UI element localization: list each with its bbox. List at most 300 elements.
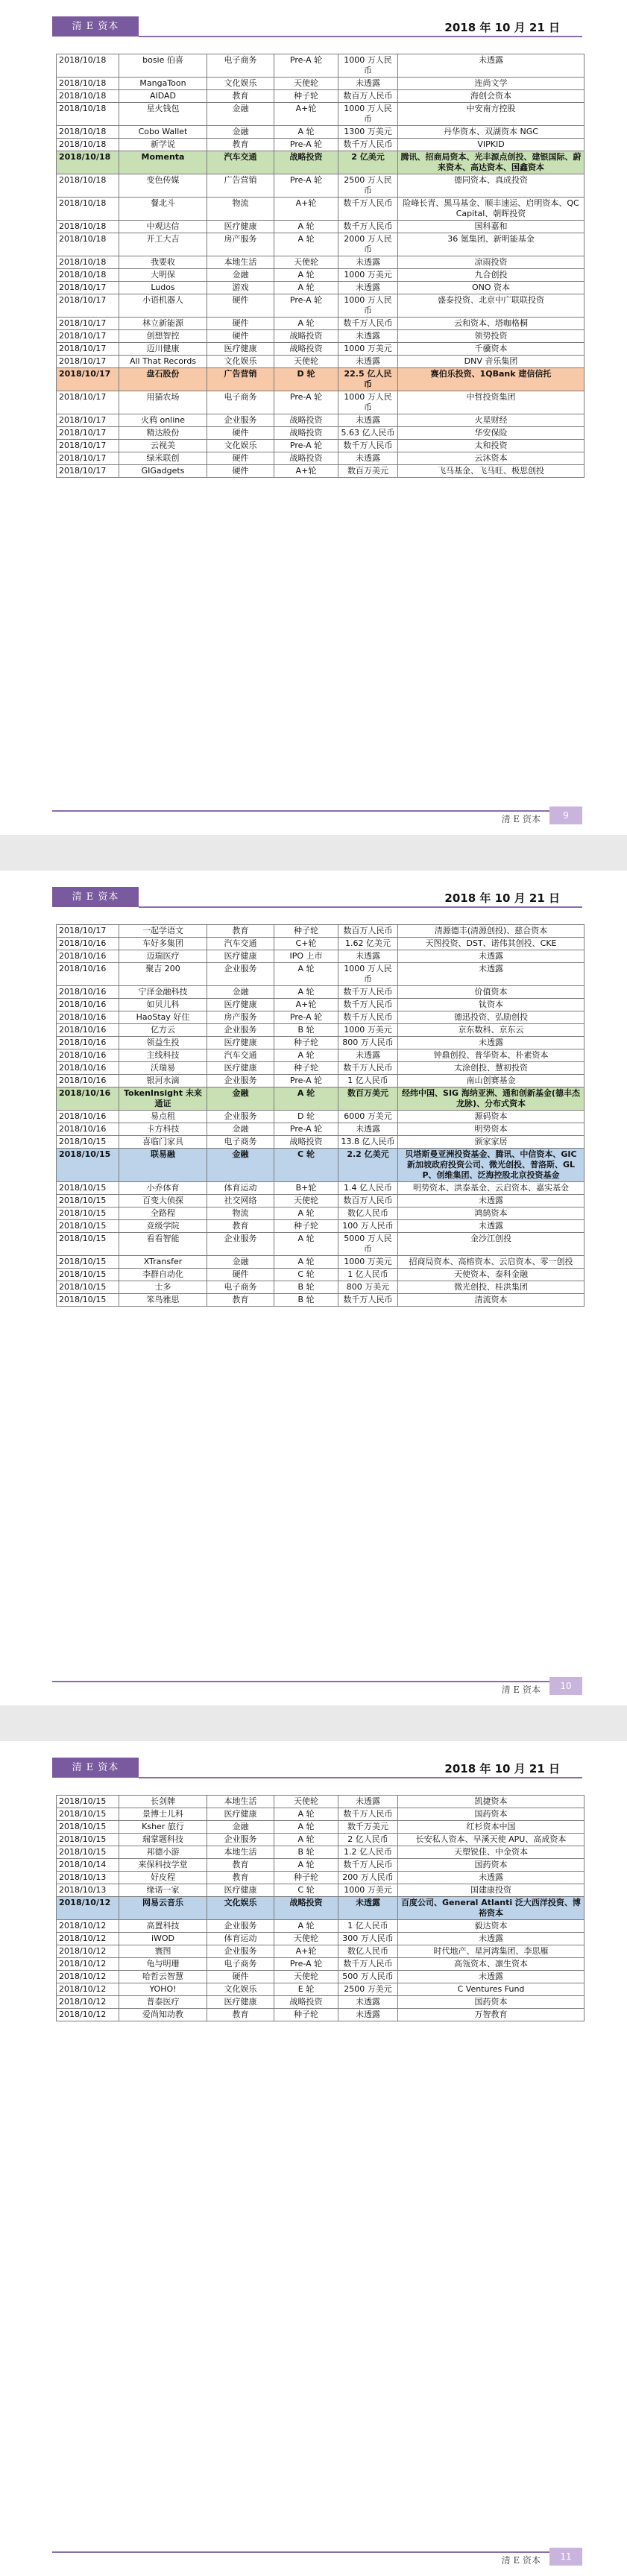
- company-cell: 高置科技: [119, 1920, 207, 1933]
- table-row: [57, 1087, 585, 1111]
- investors-cell: 钛资本: [398, 999, 585, 1011]
- amount-cell: 未透露: [338, 414, 398, 427]
- investors-cell: 36 氪集团、新明能基金: [398, 233, 585, 256]
- round-cell: Pre-A 轮: [274, 1011, 338, 1024]
- investors-cell: 海创会资本: [398, 90, 585, 103]
- round-cell: A+轮: [274, 465, 338, 478]
- investors-cell: 千骥资本: [398, 343, 585, 356]
- date-cell: 2018/10/15: [57, 1208, 119, 1220]
- date-cell: 2018/10/16: [57, 1037, 119, 1049]
- round-cell: 种子轮: [274, 1872, 338, 1884]
- table-row: [57, 1269, 585, 1281]
- table-row: [57, 1220, 585, 1233]
- sector-cell: 教育: [207, 1220, 274, 1233]
- date-cell: 2018/10/17: [57, 440, 119, 452]
- round-cell: 天使轮: [274, 1971, 338, 1983]
- table-row: [57, 233, 585, 256]
- round-cell: A 轮: [274, 269, 338, 282]
- date-cell: 2018/10/15: [57, 1808, 119, 1821]
- investors-cell: 赛伯乐投资、1QBank 建信信托: [398, 368, 585, 391]
- investors-cell: 未透露: [398, 1872, 585, 1884]
- company-cell: 邦德小游: [119, 1846, 207, 1859]
- investors-cell: 国药资本: [398, 1859, 585, 1872]
- amount-cell: 数千万人民币: [338, 1859, 398, 1872]
- round-cell: Pre-A 轮: [274, 1958, 338, 1971]
- investors-cell: 未透露: [398, 1195, 585, 1208]
- company-cell: 易点租: [119, 1111, 207, 1123]
- company-cell: iWOD: [119, 1933, 207, 1945]
- amount-cell: 1 亿人民币: [338, 1269, 398, 1281]
- sector-cell: 硬件: [207, 427, 274, 440]
- date-cell: 2018/10/18: [57, 174, 119, 198]
- round-cell: Pre-A 轮: [274, 139, 338, 151]
- table-row: [57, 1884, 585, 1897]
- sector-cell: 金融: [207, 269, 274, 282]
- table-row: [57, 1821, 585, 1834]
- amount-cell: 1000 万美元: [338, 1884, 398, 1897]
- date-cell: 2018/10/15: [57, 1269, 119, 1281]
- page-number: 10: [549, 1677, 582, 1695]
- amount-cell: 数亿人民币: [338, 1945, 398, 1958]
- table-row: [57, 1049, 585, 1062]
- investors-cell: 德迅投资、弘励创投: [398, 1011, 585, 1024]
- date-cell: 2018/10/18: [57, 139, 119, 151]
- company-cell: 卡方科技: [119, 1123, 207, 1136]
- date-cell: 2018/10/15: [57, 1195, 119, 1208]
- sector-cell: 教育: [207, 925, 274, 938]
- investors-cell: 云和资本、塔咖格桐: [398, 318, 585, 330]
- financing-table: [56, 924, 585, 1307]
- report-page: [0, 0, 627, 835]
- date-cell: 2018/10/17: [57, 414, 119, 427]
- table-row: [57, 198, 585, 221]
- table-row: [57, 269, 585, 282]
- table-row: [57, 963, 585, 986]
- amount-cell: 数千万美元: [338, 1821, 398, 1834]
- table-row: [57, 54, 585, 78]
- round-cell: A 轮: [274, 963, 338, 986]
- sector-cell: 房产服务: [207, 233, 274, 256]
- round-cell: B 轮: [274, 1024, 338, 1037]
- company-cell: 普泰医疗: [119, 1996, 207, 2009]
- table-row: [57, 2009, 585, 2021]
- table-row: [57, 1024, 585, 1037]
- round-cell: A 轮: [274, 1049, 338, 1062]
- round-cell: C 轮: [274, 1269, 338, 1281]
- investors-cell: 南山创赛基金: [398, 1075, 585, 1087]
- investors-cell: 颁家家居: [398, 1136, 585, 1149]
- amount-cell: 22.5 亿人民币: [338, 368, 398, 391]
- company-cell: 餐北斗: [119, 198, 207, 221]
- date-cell: 2018/10/18: [57, 54, 119, 78]
- round-cell: A 轮: [274, 221, 338, 233]
- table-row: [57, 1075, 585, 1087]
- investors-cell: 中安南方控股: [398, 103, 585, 126]
- date-cell: 2018/10/16: [57, 1111, 119, 1123]
- investors-cell: 太和投资: [398, 440, 585, 452]
- sector-cell: 教育: [207, 1294, 274, 1307]
- table-row: [57, 330, 585, 343]
- round-cell: 战略投资: [274, 343, 338, 356]
- company-cell: 哈哲云智慧: [119, 1971, 207, 1983]
- sector-cell: 文化娱乐: [207, 1897, 274, 1920]
- investors-cell: 天塑锐佳、中金资本: [398, 1846, 585, 1859]
- page-footer: [52, 2548, 582, 2569]
- company-cell: All That Records: [119, 356, 207, 368]
- sector-cell: 企业服务: [207, 1233, 274, 1256]
- company-cell: MangaToon: [119, 78, 207, 90]
- amount-cell: 1300 万美元: [338, 126, 398, 139]
- date-cell: 2018/10/17: [57, 356, 119, 368]
- company-cell: 全路程: [119, 1208, 207, 1220]
- amount-cell: 1000 万人民币: [338, 103, 398, 126]
- amount-cell: 未透露: [338, 282, 398, 294]
- date-cell: 2018/10/16: [57, 938, 119, 950]
- table-row: [57, 1834, 585, 1846]
- report-page: [0, 871, 627, 1705]
- company-cell: bosie 伯喜: [119, 54, 207, 78]
- sector-cell: 企业服务: [207, 963, 274, 986]
- date-cell: 2018/10/18: [57, 256, 119, 269]
- company-cell: 宁泽金融科技: [119, 986, 207, 999]
- sector-cell: 广告营销: [207, 368, 274, 391]
- round-cell: D 轮: [274, 1111, 338, 1123]
- amount-cell: 100 万人民币: [338, 1220, 398, 1233]
- date-cell: 2018/10/12: [57, 1996, 119, 2009]
- footer-brand: 清 E 资本: [501, 2555, 541, 2566]
- company-cell: YOHO!: [119, 1983, 207, 1996]
- round-cell: A 轮: [274, 1808, 338, 1821]
- investors-cell: 价值资本: [398, 986, 585, 999]
- sector-cell: 金融: [207, 126, 274, 139]
- table-row: [57, 1149, 585, 1182]
- investors-cell: 清流资本: [398, 1294, 585, 1307]
- date-cell: 2018/10/16: [57, 1062, 119, 1075]
- investors-cell: 金沙江创投: [398, 1233, 585, 1256]
- sector-cell: 教育: [207, 1859, 274, 1872]
- round-cell: 战略投资: [274, 452, 338, 465]
- investors-cell: 九合创投: [398, 269, 585, 282]
- amount-cell: 800 万美元: [338, 1281, 398, 1294]
- company-cell: 盘石股份: [119, 368, 207, 391]
- investors-cell: 百度公司、General Atlanti 泛大西洋投资、博裕资本: [398, 1897, 585, 1920]
- date-cell: 2018/10/17: [57, 452, 119, 465]
- company-cell: TokenInsight 未来通证: [119, 1087, 207, 1111]
- company-cell: 如贝儿科: [119, 999, 207, 1011]
- investors-cell: 凯捷资本: [398, 1796, 585, 1808]
- amount-cell: 数千万人民币: [338, 1294, 398, 1307]
- date-cell: 2018/10/12: [57, 1971, 119, 1983]
- table-row: [57, 1111, 585, 1123]
- round-cell: A 轮: [274, 1256, 338, 1269]
- amount-cell: 数千万人民币: [338, 1808, 398, 1821]
- sector-cell: 医疗健康: [207, 1062, 274, 1075]
- company-cell: 笨鸟雅思: [119, 1294, 207, 1307]
- investors-cell: 微光创投、桂洪集团: [398, 1281, 585, 1294]
- company-cell: 景博士儿科: [119, 1808, 207, 1821]
- amount-cell: 1000 万人民币: [338, 391, 398, 414]
- round-cell: 战略投资: [274, 1136, 338, 1149]
- company-cell: 寰图: [119, 1945, 207, 1958]
- date-cell: 2018/10/15: [57, 1136, 119, 1149]
- table-row: [57, 139, 585, 151]
- date-cell: 2018/10/17: [57, 318, 119, 330]
- round-cell: 战略投资: [274, 414, 338, 427]
- amount-cell: 数千万人民币: [338, 139, 398, 151]
- company-cell: 变色传媒: [119, 174, 207, 198]
- amount-cell: 1000 万人民币: [338, 963, 398, 986]
- sector-cell: 金融: [207, 1821, 274, 1834]
- company-cell: Ksher 旅行: [119, 1821, 207, 1834]
- company-cell: 我要收: [119, 256, 207, 269]
- company-cell: 精达股份: [119, 427, 207, 440]
- round-cell: Pre-A 轮: [274, 1123, 338, 1136]
- sector-cell: 企业服务: [207, 1945, 274, 1958]
- amount-cell: 1000 万人民币: [338, 294, 398, 318]
- company-cell: 领益生投: [119, 1037, 207, 1049]
- amount-cell: 1 亿人民币: [338, 1920, 398, 1933]
- sector-cell: 电子商务: [207, 1281, 274, 1294]
- sector-cell: 体育运动: [207, 1182, 274, 1195]
- table-row: [57, 999, 585, 1011]
- round-cell: A+轮: [274, 198, 338, 221]
- sector-cell: 文化娱乐: [207, 78, 274, 90]
- date-cell: 2018/10/17: [57, 391, 119, 414]
- round-cell: E 轮: [274, 1983, 338, 1996]
- table-row: [57, 1011, 585, 1024]
- company-cell: 林立新能源: [119, 318, 207, 330]
- date-cell: 2018/10/13: [57, 1884, 119, 1897]
- round-cell: A+轮: [274, 103, 338, 126]
- sector-cell: 企业服务: [207, 1834, 274, 1846]
- amount-cell: 数千万人民币: [338, 198, 398, 221]
- sector-cell: 体育运动: [207, 1933, 274, 1945]
- date-cell: 2018/10/18: [57, 233, 119, 256]
- table-row: [57, 986, 585, 999]
- company-cell: 星火钱包: [119, 103, 207, 126]
- date-cell: 2018/10/17: [57, 294, 119, 318]
- round-cell: 天使轮: [274, 256, 338, 269]
- company-cell: Momenta: [119, 151, 207, 174]
- round-cell: A 轮: [274, 1087, 338, 1111]
- table-row: [57, 1182, 585, 1195]
- table-row: [57, 1958, 585, 1971]
- company-cell: 喜临门家具: [119, 1136, 207, 1149]
- table-row: [57, 282, 585, 294]
- investors-cell: 天图投资、DST、诺伟其创投、CKE: [398, 938, 585, 950]
- investors-cell: 国药资本: [398, 1808, 585, 1821]
- report-date: 2018 年 10 月 21 日: [444, 1762, 560, 1775]
- table-row: [57, 151, 585, 174]
- date-cell: 2018/10/16: [57, 1024, 119, 1037]
- amount-cell: 6000 万美元: [338, 1111, 398, 1123]
- amount-cell: 2500 万美元: [338, 1983, 398, 1996]
- table-row: [57, 440, 585, 452]
- table-row: [57, 1294, 585, 1307]
- investors-cell: 太涂创投、慧初投资: [398, 1062, 585, 1075]
- sector-cell: 广告营销: [207, 174, 274, 198]
- table-row: [57, 1945, 585, 1958]
- date-cell: 2018/10/14: [57, 1859, 119, 1872]
- sector-cell: 本地生活: [207, 1846, 274, 1859]
- round-cell: 种子轮: [274, 2009, 338, 2021]
- company-cell: 云视美: [119, 440, 207, 452]
- report-date: 2018 年 10 月 21 日: [444, 21, 560, 34]
- table-row: [57, 1996, 585, 2009]
- sector-cell: 金融: [207, 103, 274, 126]
- company-cell: 沃瑞易: [119, 1062, 207, 1075]
- date-cell: 2018/10/18: [57, 78, 119, 90]
- table-row: [57, 1846, 585, 1859]
- round-cell: A 轮: [274, 986, 338, 999]
- amount-cell: 未透露: [338, 950, 398, 963]
- date-cell: 2018/10/18: [57, 198, 119, 221]
- table-row: [57, 368, 585, 391]
- date-cell: 2018/10/12: [57, 1983, 119, 1996]
- sector-cell: 金融: [207, 1087, 274, 1111]
- table-row: [57, 294, 585, 318]
- company-cell: 小语机器人: [119, 294, 207, 318]
- investors-cell: 飞马基金、飞马旺、极思创投: [398, 465, 585, 478]
- sector-cell: 物流: [207, 1208, 274, 1220]
- round-cell: 天使轮: [274, 1195, 338, 1208]
- amount-cell: 1.62 亿美元: [338, 938, 398, 950]
- amount-cell: 1000 万美元: [338, 343, 398, 356]
- investors-cell: 国建康投资: [398, 1884, 585, 1897]
- sector-cell: 硬件: [207, 330, 274, 343]
- investors-cell: VIPKID: [398, 139, 585, 151]
- sector-cell: 文化娱乐: [207, 356, 274, 368]
- table-row: [57, 465, 585, 478]
- company-cell: AIDAD: [119, 90, 207, 103]
- round-cell: C 轮: [274, 1884, 338, 1897]
- company-cell: 银河水滴: [119, 1075, 207, 1087]
- amount-cell: 200 万人民币: [338, 1872, 398, 1884]
- footer-rule: [52, 810, 582, 812]
- sector-cell: 文化娱乐: [207, 1983, 274, 1996]
- amount-cell: 2 亿人民币: [338, 1834, 398, 1846]
- amount-cell: 数百万人民币: [338, 1195, 398, 1208]
- sector-cell: 硬件: [207, 318, 274, 330]
- sector-cell: 汽车交通: [207, 938, 274, 950]
- date-cell: 2018/10/16: [57, 1049, 119, 1062]
- investors-cell: 领势投资: [398, 330, 585, 343]
- financing-table: [56, 54, 585, 478]
- footer-brand: 清 E 资本: [501, 814, 541, 824]
- investors-cell: 未透露: [398, 963, 585, 986]
- company-cell: 迈瑞医疗: [119, 950, 207, 963]
- date-cell: 2018/10/15: [57, 1149, 119, 1182]
- sector-cell: 文化娱乐: [207, 440, 274, 452]
- company-cell: 创想智控: [119, 330, 207, 343]
- investors-cell: 未透露: [398, 1220, 585, 1233]
- sector-cell: 教育: [207, 139, 274, 151]
- date-cell: 2018/10/16: [57, 999, 119, 1011]
- round-cell: D 轮: [274, 368, 338, 391]
- table-row: [57, 174, 585, 198]
- date-cell: 2018/10/12: [57, 1958, 119, 1971]
- company-cell: 好皮程: [119, 1872, 207, 1884]
- amount-cell: 数千万人民币: [338, 1958, 398, 1971]
- round-cell: Pre-A 轮: [274, 391, 338, 414]
- investors-cell: 贝塔斯曼亚洲投资基金、腾讯、中信资本、GIC 新加坡政府投资公司、微光创投、普洛斯、GLP、创维集团、泛海控股北京投资基金: [398, 1149, 585, 1182]
- sector-cell: 硬件: [207, 1269, 274, 1281]
- round-cell: 天使轮: [274, 356, 338, 368]
- investors-cell: 清源德丰(清源创投)、慈合资本: [398, 925, 585, 938]
- round-cell: 种子轮: [274, 1037, 338, 1049]
- page-number: 11: [549, 2548, 582, 2566]
- company-cell: 李群自动化: [119, 1269, 207, 1281]
- round-cell: A 轮: [274, 1233, 338, 1256]
- table-row: [57, 391, 585, 414]
- footer-rule: [52, 1681, 582, 1682]
- round-cell: Pre-A 轮: [274, 1075, 338, 1087]
- company-cell: 一起学语文: [119, 925, 207, 938]
- amount-cell: 13.8 亿人民币: [338, 1136, 398, 1149]
- date-cell: 2018/10/15: [57, 1220, 119, 1233]
- company-cell: 百变大侦探: [119, 1195, 207, 1208]
- round-cell: A 轮: [274, 1821, 338, 1834]
- company-cell: 小乔体育: [119, 1182, 207, 1195]
- table-row: [57, 318, 585, 330]
- sector-cell: 企业服务: [207, 414, 274, 427]
- amount-cell: 数亿人民币: [338, 1208, 398, 1220]
- investors-cell: 未透露: [398, 950, 585, 963]
- investors-cell: 云沐资本: [398, 452, 585, 465]
- amount-cell: 未透露: [338, 1996, 398, 2009]
- date-cell: 2018/10/17: [57, 925, 119, 938]
- company-cell: 新学说: [119, 139, 207, 151]
- date-cell: 2018/10/16: [57, 1087, 119, 1111]
- company-cell: 看看智能: [119, 1233, 207, 1256]
- sector-cell: 医疗健康: [207, 1996, 274, 2009]
- sector-cell: 电子商务: [207, 1136, 274, 1149]
- table-row: [57, 1920, 585, 1933]
- date-cell: 2018/10/12: [57, 1897, 119, 1920]
- amount-cell: 未透露: [338, 452, 398, 465]
- sector-cell: 硬件: [207, 1971, 274, 1983]
- date-cell: 2018/10/15: [57, 1256, 119, 1269]
- date-cell: 2018/10/15: [57, 1233, 119, 1256]
- round-cell: 种子轮: [274, 925, 338, 938]
- round-cell: 战略投资: [274, 427, 338, 440]
- page-header: [52, 1756, 582, 1778]
- date-cell: 2018/10/17: [57, 330, 119, 343]
- amount-cell: 300 万人民币: [338, 1933, 398, 1945]
- sector-cell: 医疗健康: [207, 1037, 274, 1049]
- date-cell: 2018/10/18: [57, 126, 119, 139]
- company-cell: 大明保: [119, 269, 207, 282]
- round-cell: 种子轮: [274, 90, 338, 103]
- amount-cell: 未透露: [338, 1123, 398, 1136]
- company-cell: 瑞掌题科技: [119, 1834, 207, 1846]
- amount-cell: 2500 万人民币: [338, 174, 398, 198]
- investors-cell: 腾讯、招商局资本、光丰源点创投、建银国际、蔚来资本、高达资本、国鑫资本: [398, 151, 585, 174]
- date-cell: 2018/10/15: [57, 1281, 119, 1294]
- date-cell: 2018/10/15: [57, 1796, 119, 1808]
- sector-cell: 企业服务: [207, 1111, 274, 1123]
- round-cell: 战略投资: [274, 151, 338, 174]
- table-row: [57, 78, 585, 90]
- round-cell: 种子轮: [274, 1220, 338, 1233]
- sector-cell: 医疗健康: [207, 1808, 274, 1821]
- round-cell: C+轮: [274, 938, 338, 950]
- amount-cell: 未透露: [338, 256, 398, 269]
- date-cell: 2018/10/18: [57, 221, 119, 233]
- round-cell: 天使轮: [274, 1796, 338, 1808]
- investors-cell: 经纬中国、SIG 海纳亚洲、通和创新基金(德丰杰龙脉)、分布式资本: [398, 1087, 585, 1111]
- sector-cell: 硬件: [207, 465, 274, 478]
